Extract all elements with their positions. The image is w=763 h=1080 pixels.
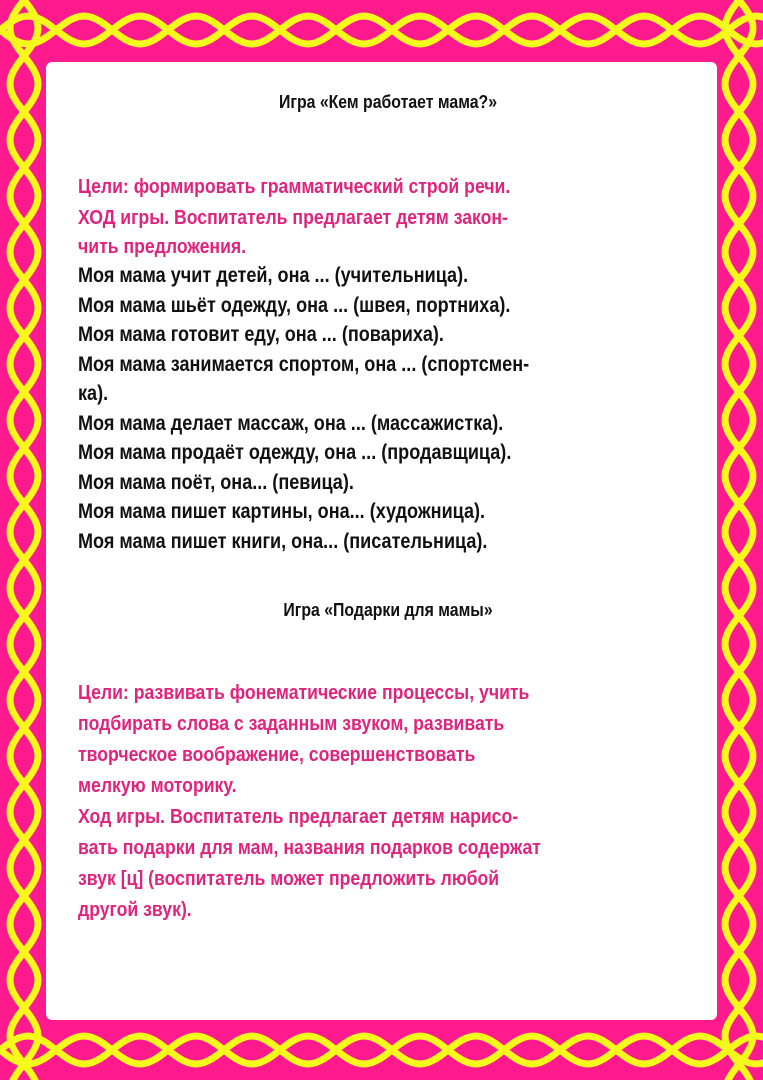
game1-sentences [78, 261, 698, 556]
sentence-line: Моя мама учит детей, она ... (учительница). [78, 264, 469, 287]
game2-goal-line: подбирать слова с заданным звуком, развивать [78, 712, 505, 735]
game1-goal-line: Цели: формировать грамматический строй речи. [78, 175, 511, 198]
game2-goal-line: звук [ц] (воспитатель может предложить любой [78, 867, 500, 890]
sentence-line: Моя мама занимается спортом, она ... (спортсмен- [78, 352, 530, 376]
sentence-line: Моя мама делает массаж, она ... (массажистка). [78, 411, 504, 435]
game2-title: Игра «Подарки для мамы» [283, 600, 493, 620]
sentence-line: Моя мама пишет картины, она... (художница). [78, 500, 486, 523]
game2-goal-line: Цели: развивать фонематические процессы, учить [78, 681, 530, 704]
game1-goal-line: чить предложения. [78, 235, 247, 258]
game2-goal-line: творческое воображение, совершенствовать [78, 743, 476, 766]
game1-goals [78, 171, 698, 261]
sentence-line: Моя мама готовит еду, она ... (повариха). [78, 323, 444, 346]
sentence-line: Моя мама шьёт одежду, она ... (швея, портниха). [78, 293, 511, 317]
sentence-line: Моя мама продаёт одежду, она ... (продавщица). [78, 441, 512, 464]
game2-goal-line: вать подарки для мам, названия подарков содержат [78, 836, 541, 859]
game2-goal-line: мелкую моторику. [78, 774, 237, 797]
game2-goal-line: другой звук). [78, 898, 192, 921]
game1-title: Игра «Кем работает мама?» [278, 92, 498, 112]
sentence-line: Моя мама поёт, она... (певица). [78, 470, 354, 494]
content [78, 90, 698, 925]
game2-goals [78, 677, 698, 925]
sentence-line: ка). [78, 382, 109, 405]
game1-goal-line: ХОД игры. Воспитатель предлагает детям закон- [78, 206, 508, 229]
sentence-line: Моя мама пишет книги, она... (писательница). [78, 529, 488, 553]
game2-goal-line: Ход игры. Воспитатель предлагает детям нарисо- [78, 805, 519, 828]
